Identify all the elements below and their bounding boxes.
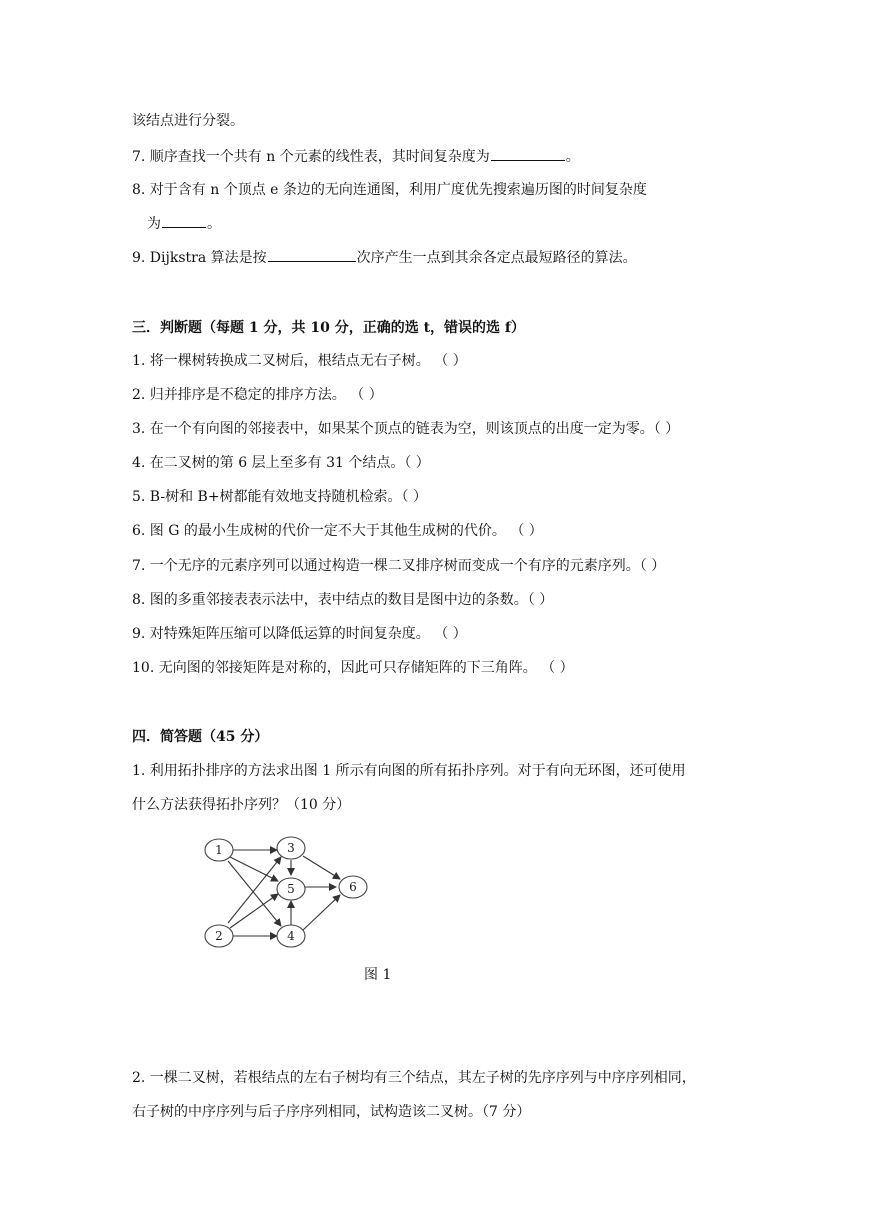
q7-answer-blank[interactable]	[491, 146, 565, 161]
figure-caption: 图 1	[364, 967, 392, 983]
judge-item: 10. 无向图的邻接矩阵是对称的，因此可只存储矩阵的下三角阵。 （ ）	[132, 660, 574, 676]
q7-text: 7. 顺序查找一个共有 n 个元素的线性表，其时间复杂度为	[132, 149, 490, 165]
q8-text: 为	[147, 216, 161, 232]
judge-item: 7. 一个无序的元素序列可以通过构造一棵二叉排序树而变成一个有序的元素序列。（ ）	[132, 558, 666, 574]
short-question-2-line1: 2. 一棵二叉树，若根结点的左右子树均有三个结点，其左子树的先序序列与中序序列相同，	[132, 1070, 696, 1086]
fill-in-question-8-line1: 8. 对于含有 n 个顶点 e 条边的无向连通图，利用广度优先搜索遍历图的时间复杂度	[132, 182, 647, 198]
judge-item: 6. 图 G 的最小生成树的代价一定不大于其他生成树的代价。 （ ）	[132, 523, 543, 539]
directed-graph-figure	[196, 826, 386, 956]
q9-text: 9. Dijkstra 算法是按	[132, 250, 267, 266]
judge-item: 3. 在一个有向图的邻接表中，如果某个顶点的链表为空，则该顶点的出度一定为零。（ ）	[132, 421, 680, 437]
q8-answer-blank[interactable]	[162, 213, 206, 228]
judge-item: 2. 归并排序是不稳定的排序方法。 （ ）	[132, 387, 383, 403]
node-label: 3	[287, 841, 295, 855]
judge-item: 9. 对特殊矩阵压缩可以降低运算的时间复杂度。 （ ）	[132, 626, 467, 642]
judge-item: 1. 将一棵树转换成二叉树后，根结点无右子树。 （ ）	[132, 353, 467, 369]
short-question-2-line2: 右子树的中序序列与后子序序列相同，试构造该二叉树。（7 分）	[132, 1104, 531, 1120]
node-label: 1	[215, 843, 223, 857]
node-label: 6	[349, 880, 357, 894]
fill-in-question-9	[132, 247, 637, 268]
fill-in-question-7	[132, 146, 580, 167]
q7-end: 。	[565, 149, 580, 165]
judge-item: 5. B-树和 B+树都能有效地支持随机检索。（ ）	[132, 489, 428, 505]
fill-in-question-8-line2	[147, 213, 221, 234]
q8-end: 。	[207, 216, 221, 232]
q9-answer-blank[interactable]	[268, 247, 356, 262]
q9-end: 次序产生一点到其余各定点最短路径的算法。	[356, 250, 637, 266]
node-label: 5	[287, 882, 295, 896]
edge-2-3	[228, 857, 281, 923]
judge-section-heading: 三．判断题（每题 1 分，共 10 分，正确的选 t，错误的选 f）	[132, 320, 525, 336]
judge-item: 4. 在二叉树的第 6 层上至多有 31 个结点。（ ）	[132, 455, 430, 471]
edge-1-4	[228, 861, 281, 926]
node-label: 2	[215, 929, 223, 943]
fill-in-continuation: 该结点进行分裂。	[132, 113, 244, 129]
short-answer-section-heading: 四．简答题（45 分）	[132, 729, 269, 745]
node-label: 4	[287, 929, 295, 943]
edge-4-6	[303, 895, 340, 930]
short-question-1-line2: 什么方法获得拓扑序列？（10 分）	[132, 797, 351, 813]
short-question-1-line1: 1. 利用拓扑排序的方法求出图 1 所示有向图的所有拓扑序列。对于有向无环图，还可使用	[132, 763, 686, 779]
judge-item: 8. 图的多重邻接表表示法中，表中结点的数目是图中边的条数。（ ）	[132, 592, 554, 608]
edge-3-6	[303, 856, 340, 879]
